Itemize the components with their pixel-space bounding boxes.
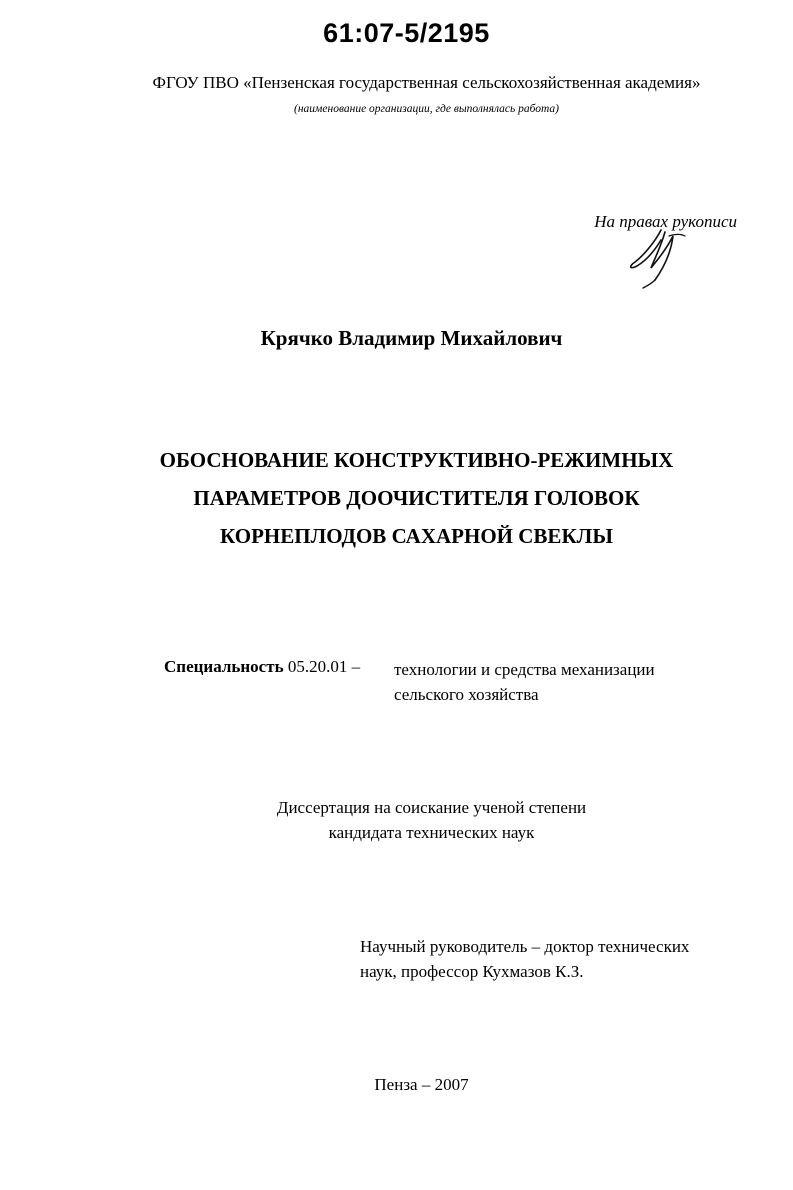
title-line: ПАРАМЕТРОВ ДООЧИСТИТЕЛЯ ГОЛОВОК bbox=[193, 486, 640, 510]
specialty-description bbox=[394, 657, 655, 707]
advisor-line: Научный руководитель – доктор технических bbox=[360, 937, 690, 956]
specialty-label-block bbox=[164, 657, 360, 677]
scientific-advisor bbox=[360, 934, 689, 984]
advisor-line: наук, профессор Кухмазов К.З. bbox=[360, 962, 584, 981]
author-name: Крячко Владимир Михайлович bbox=[260, 326, 563, 350]
city-year: Пенза – 2007 bbox=[374, 1075, 469, 1094]
specialty-label: Специальность bbox=[164, 657, 284, 676]
degree-line: Диссертация на соискание ученой степени bbox=[276, 798, 587, 817]
organization-name: ФГОУ ПВО «Пензенская государственная сельскохозяйственная академия» bbox=[152, 73, 701, 92]
degree-line: кандидата технических наук bbox=[328, 823, 535, 842]
specialty-description-line: технологии и средства механизации bbox=[394, 660, 655, 679]
specialty-description-line: сельского хозяйства bbox=[394, 685, 539, 704]
dissertation-title bbox=[0, 441, 793, 555]
archive-code: 61:07-5/2195 bbox=[323, 18, 490, 48]
title-line: КОРНЕПЛОДОВ САХАРНОЙ СВЕКЛЫ bbox=[220, 524, 613, 548]
organization-note: (наименование организации, где выполнялась работа) bbox=[294, 103, 559, 115]
specialty-code: 05.20.01 – bbox=[287, 657, 361, 676]
manuscript-rights-note: На правах рукописи bbox=[594, 212, 737, 231]
title-line: ОБОСНОВАНИЕ КОНСТРУКТИВНО-РЕЖИМНЫХ bbox=[159, 448, 674, 472]
dissertation-degree bbox=[0, 795, 793, 845]
handwritten-signature bbox=[625, 222, 705, 292]
